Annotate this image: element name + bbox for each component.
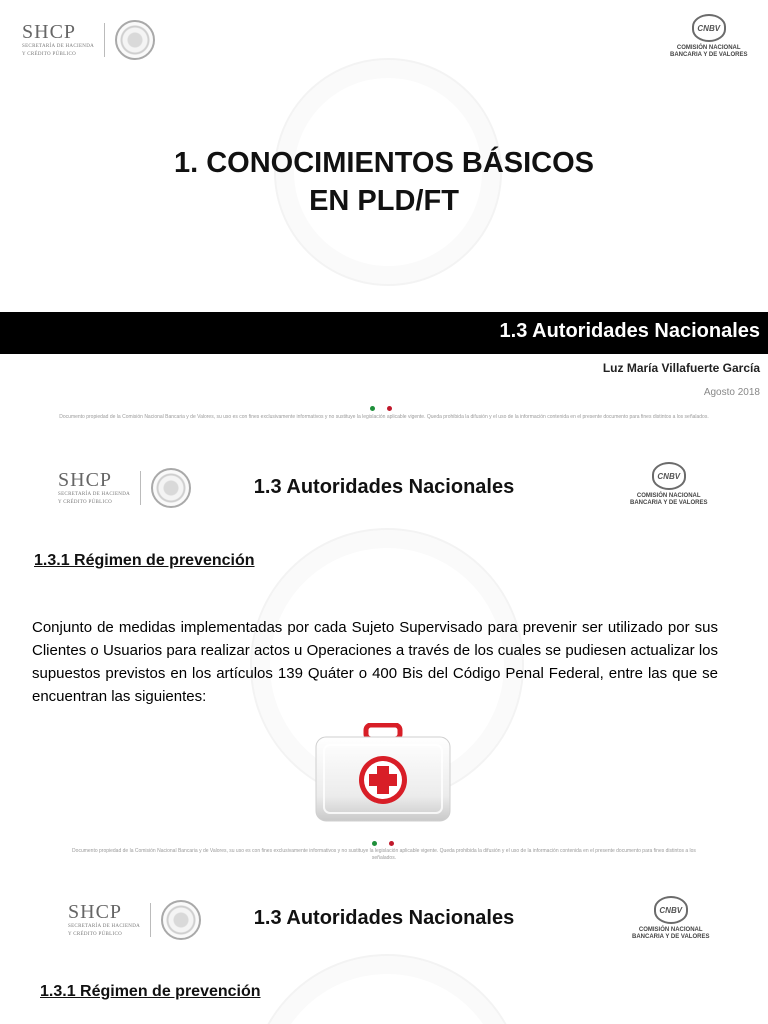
- section-title: 1.3 Autoridades Nacionales: [499, 320, 760, 342]
- body-paragraph: Conjunto de medidas implementadas por cada Sujeto Supervisado para prevenir ser utilizado por sus Clientes o Usuarios para realizar actos u Operaciones a través de los cuales se pudiesen actualizar los supuestos previstos en los artículos 139 Quáter o 400 Bis del Código Penal Federal, entre las que se encuentran las siguientes:: [32, 619, 718, 705]
- flag-dots: [372, 841, 394, 846]
- main-title-line1: 1. CONOCIMIENTOS BÁSICOS: [173, 147, 595, 179]
- slide-title: 1.3 Autoridades Nacionales: [253, 907, 515, 929]
- main-title: [0, 144, 768, 220]
- green-dot-icon: [372, 841, 377, 846]
- disclaimer: Documento propiedad de la Comisión Nacional Bancaria y de Valores, su uso es con fines exclusivamente informativos y no sustituye la legislación aplicable vigente. Queda prohibida la difusión y el uso de la información contenida en el presente documento para fines distintos a los señalados.: [59, 414, 709, 420]
- content-slide-partial: [0, 864, 768, 1024]
- cnbv-line1: COMISIÓN NACIONAL: [636, 493, 701, 499]
- shcp-line1: SECRETARÍA DE HACIENDA: [58, 492, 131, 497]
- shcp-logo: [22, 20, 155, 60]
- cnbv-line1: COMISIÓN NACIONAL: [676, 45, 741, 51]
- mexico-seal-icon: [115, 20, 155, 60]
- red-dot-icon: [387, 406, 392, 411]
- section-subhead: 1.3.1 Régimen de prevención: [40, 983, 261, 1000]
- shcp-name: SHCP: [68, 901, 123, 923]
- shcp-line2: Y CRÉDITO PÚBLICO: [68, 932, 122, 937]
- shcp-line2: Y CRÉDITO PÚBLICO: [58, 500, 112, 505]
- slide-title: 1.3 Autoridades Nacionales: [253, 476, 515, 498]
- cnbv-line2: BANCARIA Y DE VALORES: [630, 500, 708, 506]
- section-bar: [0, 312, 768, 354]
- shcp-line1: SECRETARÍA DE HACIENDA: [22, 44, 95, 49]
- red-dot-icon: [389, 841, 394, 846]
- cnbv-logo: [632, 896, 709, 941]
- cnbv-line2: BANCARIA Y DE VALORES: [632, 934, 710, 940]
- green-dot-icon: [370, 406, 375, 411]
- shcp-name: SHCP: [58, 469, 113, 491]
- author-name: Luz María Villafuerte García: [602, 361, 760, 375]
- cnbv-logo: [630, 462, 707, 507]
- main-title-line2: EN PLD/FT: [309, 185, 459, 217]
- first-aid-kit-icon: [314, 723, 452, 823]
- cnbv-line1: COMISIÓN NACIONAL: [638, 927, 703, 933]
- section-subhead: 1.3.1 Régimen de prevención: [34, 552, 255, 569]
- shcp-name: SHCP: [22, 21, 77, 43]
- content-slide: [0, 432, 768, 864]
- logo-divider: [104, 23, 105, 57]
- cnbv-logo: [670, 14, 747, 59]
- seal-watermark: [250, 954, 524, 1024]
- disclaimer: Documento propiedad de la Comisión Nacional Bancaria y de Valores, su uso es con fines exclusivamente informativos y no sustituye la legislación aplicable vigente. Queda prohibida la difusión y el uso de la información contenida en el presente documento para fines distintos a los señalados.: [72, 848, 696, 861]
- shcp-line2: Y CRÉDITO PÚBLICO: [22, 52, 76, 57]
- cnbv-mark-icon: CNBV: [654, 896, 688, 924]
- cnbv-mark-icon: CNBV: [692, 14, 726, 42]
- cnbv-mark-icon: CNBV: [652, 462, 686, 490]
- cnbv-line2: BANCARIA Y DE VALORES: [670, 52, 748, 58]
- flag-dots: [370, 406, 392, 411]
- shcp-line1: SECRETARÍA DE HACIENDA: [68, 924, 141, 929]
- date-label: Agosto 2018: [703, 387, 760, 398]
- title-slide: [0, 0, 768, 432]
